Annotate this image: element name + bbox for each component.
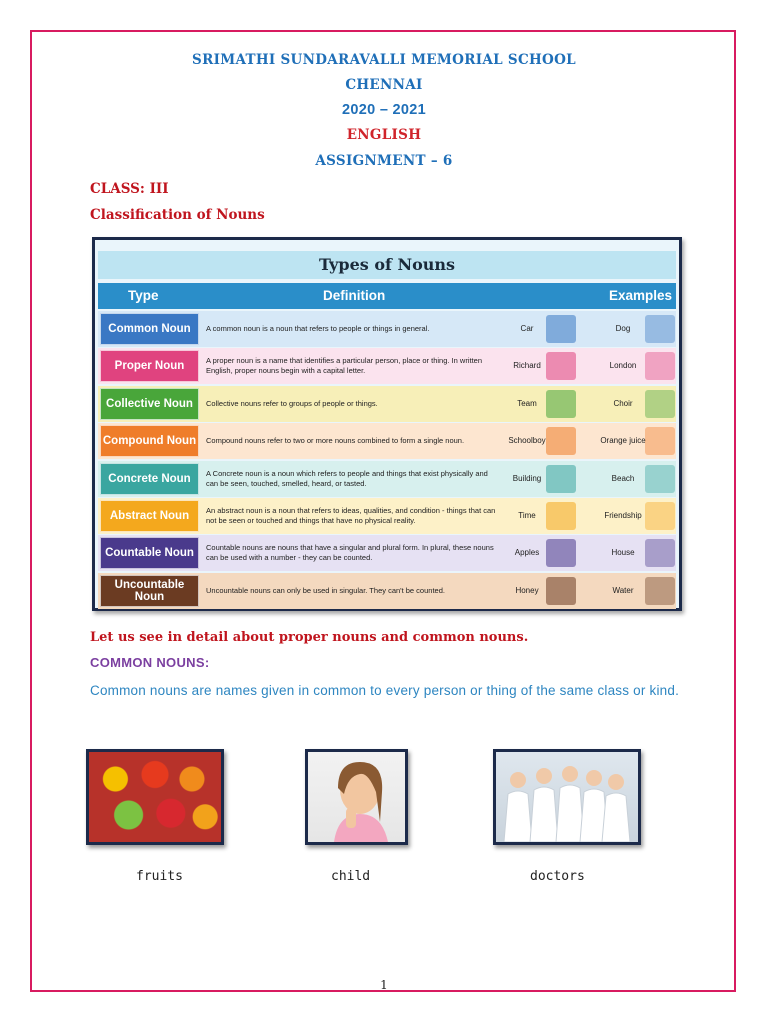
noun-definition: Countable nouns are nouns that have a singular and plural form. In plural, these nouns can be used with a number - they can be counted. — [206, 543, 494, 563]
noun-row — [98, 498, 676, 534]
example-2-label: Choir — [613, 398, 633, 408]
intro-line: Let us see in detail about proper nouns and common nouns. — [90, 630, 529, 645]
section-title: Classification of Nouns — [90, 207, 265, 223]
noun-row — [98, 386, 676, 422]
noun-type-label: Compound Noun — [100, 425, 199, 457]
example-2-illustration — [645, 577, 675, 605]
noun-row — [98, 573, 676, 609]
example-1-illustration — [546, 390, 576, 418]
noun-definition: An abstract noun is a noun that refers to ideas, qualities, and condition - things that can not be seen or touched and things that have no physical reality. — [206, 506, 496, 525]
example-1-illustration — [546, 315, 576, 343]
header-examples: Examples — [608, 288, 672, 303]
header-definition: Definition — [323, 288, 386, 303]
noun-row — [98, 535, 676, 571]
noun-type-label: Uncountable Noun — [100, 575, 199, 607]
example-1-illustration — [546, 352, 576, 380]
school-name: SRIMATHI SUNDARAVALLI MEMORIAL SCHOOL — [192, 52, 576, 68]
nouns-chart-title: Types of Nouns — [98, 251, 676, 279]
caption-fruits: fruits — [136, 869, 183, 884]
noun-definition: A Concrete noun is a noun which refers to people and things that exist physically and can be seen, touched, smelled, heard, or tasted. — [206, 468, 488, 488]
common-nouns-heading: COMMON NOUNS: — [90, 655, 210, 670]
example-2-label: Orange juice — [600, 436, 646, 446]
example-2-label: Water — [612, 585, 634, 595]
caption-child: child — [331, 869, 371, 884]
example-2-label: London — [609, 361, 637, 371]
example-1-illustration — [546, 502, 576, 530]
example-2-illustration — [645, 427, 675, 455]
noun-type-label: Proper Noun — [100, 350, 199, 382]
example-1-label: Time — [518, 511, 536, 520]
common-nouns-description: Common nouns are names given in common to every person or thing of the same class or kind. — [90, 683, 680, 698]
school-header — [0, 48, 768, 174]
example-1-label: Car — [520, 324, 534, 333]
example-1-label: Honey — [515, 585, 539, 595]
example-2-label: House — [611, 548, 635, 558]
noun-row — [98, 461, 676, 497]
noun-definition: Compound nouns refer to two or more nouns combined to form a single noun. — [206, 436, 465, 446]
assignment-title: ASSIGNMENT – 6 — [315, 153, 453, 169]
class-label: CLASS: III — [90, 181, 169, 197]
nouns-chart-header — [98, 283, 676, 309]
page-number: 1 — [380, 978, 388, 992]
noun-row — [98, 311, 676, 347]
noun-definition: A common noun is a noun that refers to people or things in general. — [206, 324, 430, 333]
example-2-illustration — [645, 465, 675, 493]
noun-type-label: Abstract Noun — [100, 500, 199, 532]
example-1-label: Team — [517, 398, 537, 408]
noun-type-label: Concrete Noun — [100, 463, 199, 495]
example-2-illustration — [645, 352, 675, 380]
example-1-illustration — [546, 465, 576, 493]
academic-year: 2020 – 2021 — [342, 102, 426, 118]
types-of-nouns-chart — [92, 237, 682, 611]
fruits-photo — [86, 749, 224, 845]
noun-type-label: Common Noun — [100, 313, 199, 345]
example-2-label: Friendship — [604, 511, 642, 520]
example-1-label: Building — [512, 473, 542, 483]
example-2-illustration — [645, 539, 675, 567]
example-1-illustration — [546, 427, 576, 455]
example-1-label: Schoolboy — [508, 436, 546, 446]
example-1-illustration — [546, 539, 576, 567]
example-2-illustration — [645, 390, 675, 418]
noun-row — [98, 348, 676, 384]
example-2-illustration — [645, 502, 675, 530]
city: CHENNAI — [345, 77, 423, 93]
subject: ENGLISH — [346, 127, 422, 143]
example-1-illustration — [546, 577, 576, 605]
example-2-label: Dog — [615, 324, 631, 333]
caption-doctors: doctors — [530, 869, 585, 884]
example-2-label: Beach — [611, 473, 635, 483]
noun-definition: Collective nouns refer to groups of people or things. — [206, 398, 378, 408]
noun-definition: A proper noun is a name that identifies a particular person, place or thing. In written English, proper nouns begin with a capital letter. — [206, 356, 482, 376]
example-2-illustration — [645, 315, 675, 343]
header-type: Type — [128, 288, 159, 303]
noun-type-label: Collective Noun — [100, 388, 199, 420]
child-photo — [305, 749, 408, 845]
noun-row — [98, 423, 676, 459]
example-1-label: Apples — [514, 548, 540, 558]
example-1-label: Richard — [513, 361, 541, 371]
doctors-photo — [493, 749, 641, 845]
noun-definition: Uncountable nouns can only be used in singular. They can't be counted. — [206, 585, 445, 595]
noun-type-label: Countable Noun — [100, 537, 199, 569]
